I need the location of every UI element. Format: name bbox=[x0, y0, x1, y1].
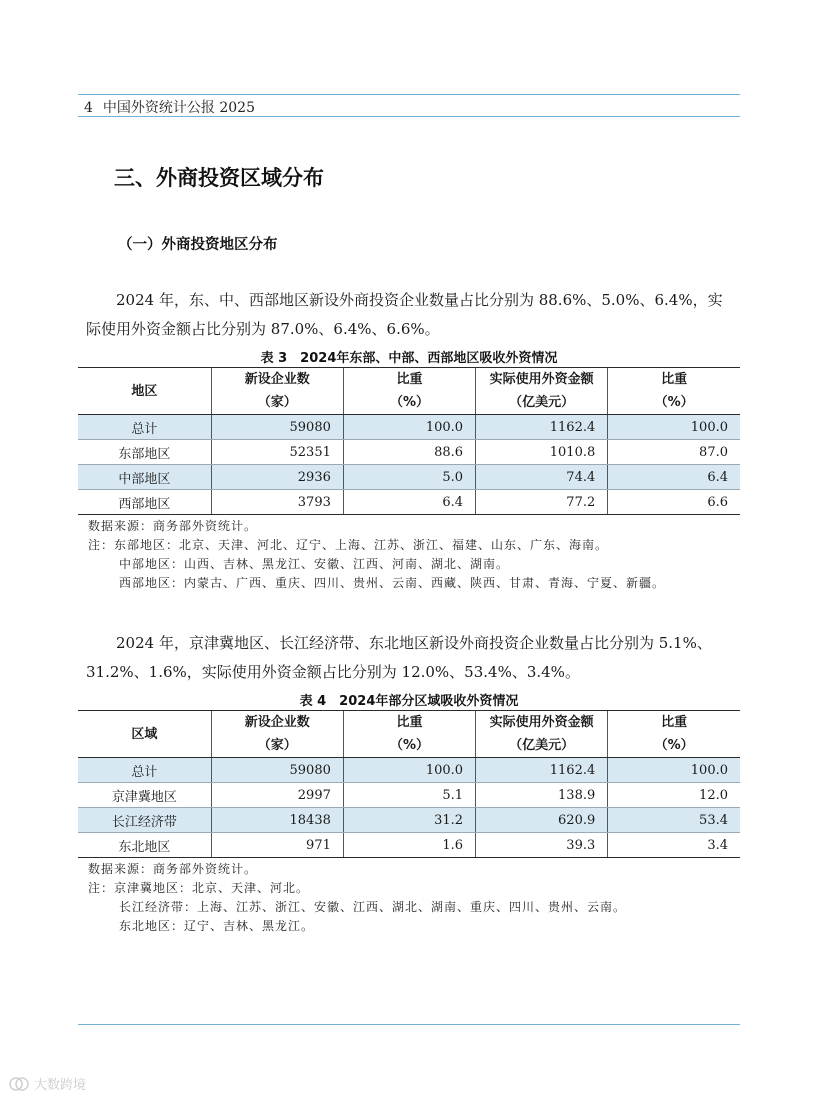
cell-region: 中部地区 bbox=[78, 465, 211, 490]
cell-amount: 77.2 bbox=[476, 490, 608, 515]
cell-amount: 74.4 bbox=[476, 465, 608, 490]
cell-amount-pct: 87.0 bbox=[608, 440, 740, 465]
cell-firms: 2936 bbox=[211, 465, 343, 490]
cell-firms-pct: 100.0 bbox=[343, 758, 475, 783]
cell-firms-pct: 31.2 bbox=[343, 808, 475, 833]
table-row bbox=[78, 808, 740, 833]
cell-region: 西部地区 bbox=[78, 490, 211, 515]
cell-amount-pct: 100.0 bbox=[608, 758, 740, 783]
cell-amount-pct: 12.0 bbox=[608, 783, 740, 808]
cell-firms: 59080 bbox=[211, 758, 343, 783]
table3-header-firms: 新设企业数 （家） bbox=[211, 368, 343, 415]
cell-region: 京津冀地区 bbox=[78, 783, 211, 808]
cell-firms: 2997 bbox=[211, 783, 343, 808]
section-title: 三、外商投资区域分布 bbox=[114, 166, 324, 190]
cell-region: 长江经济带 bbox=[78, 808, 211, 833]
header-rule-bottom bbox=[78, 116, 740, 117]
table3-header-firms-pct: 比重 （%） bbox=[343, 368, 475, 415]
cell-amount: 1162.4 bbox=[476, 758, 608, 783]
table3-header-region: 地区 bbox=[78, 368, 211, 415]
table-row bbox=[78, 783, 740, 808]
table4 bbox=[78, 710, 740, 858]
cell-amount: 138.9 bbox=[476, 783, 608, 808]
table3-note-east: 注：东部地区：北京、天津、河北、辽宁、上海、江苏、浙江、福建、山东、广东、海南。 bbox=[88, 538, 609, 552]
table4-caption: 表 4 2024年部分区域吸收外资情况 bbox=[299, 694, 519, 709]
table3 bbox=[78, 367, 740, 515]
cell-amount-pct: 53.4 bbox=[608, 808, 740, 833]
cell-amount: 1162.4 bbox=[476, 415, 608, 440]
watermark-text: 大数跨境 bbox=[34, 1078, 87, 1093]
cell-firms: 59080 bbox=[211, 415, 343, 440]
cell-amount: 1010.8 bbox=[476, 440, 608, 465]
table4-header-amount-pct: 比重 （%） bbox=[608, 711, 740, 758]
cell-firms-pct: 88.6 bbox=[343, 440, 475, 465]
footer-rule bbox=[78, 1024, 740, 1025]
table4-header-firms-pct: 比重 （%） bbox=[343, 711, 475, 758]
cell-firms-pct: 100.0 bbox=[343, 415, 475, 440]
subsection-title: （一）外商投资地区分布 bbox=[118, 237, 278, 253]
cell-firms-pct: 5.0 bbox=[343, 465, 475, 490]
table3-caption: 表 3 2024年东部、中部、西部地区吸收外资情况 bbox=[260, 351, 558, 366]
watermark-logo-icon bbox=[8, 1076, 30, 1092]
table4-header-amount: 实际使用外资金额 （亿美元） bbox=[476, 711, 608, 758]
running-header bbox=[84, 97, 255, 117]
table3-header-amount: 实际使用外资金额 （亿美元） bbox=[476, 368, 608, 415]
cell-region: 总计 bbox=[78, 415, 211, 440]
cell-firms: 971 bbox=[211, 833, 343, 858]
table-row bbox=[78, 440, 740, 465]
table4-note-northeast: 东北地区：辽宁、吉林、黑龙江。 bbox=[119, 919, 315, 933]
table-row bbox=[78, 490, 740, 515]
table-row bbox=[78, 833, 740, 858]
table-row bbox=[78, 758, 740, 783]
table3-note-central: 中部地区：山西、吉林、黑龙江、安徽、江西、河南、湖北、湖南。 bbox=[119, 557, 510, 571]
cell-amount-pct: 3.4 bbox=[608, 833, 740, 858]
table3-source: 数据来源：商务部外资统计。 bbox=[88, 519, 258, 533]
table4-note-jjj: 注：京津冀地区：北京、天津、河北。 bbox=[88, 881, 310, 895]
cell-region: 东部地区 bbox=[78, 440, 211, 465]
cell-firms-pct: 6.4 bbox=[343, 490, 475, 515]
table4-source: 数据来源：商务部外资统计。 bbox=[88, 862, 258, 876]
table3-header-row bbox=[78, 368, 740, 415]
cell-firms-pct: 5.1 bbox=[343, 783, 475, 808]
table4-header-row bbox=[78, 711, 740, 758]
cell-firms: 52351 bbox=[211, 440, 343, 465]
cell-amount-pct: 100.0 bbox=[608, 415, 740, 440]
cell-region: 总计 bbox=[78, 758, 211, 783]
watermark bbox=[8, 1074, 86, 1093]
cell-amount: 39.3 bbox=[476, 833, 608, 858]
cell-amount-pct: 6.4 bbox=[608, 465, 740, 490]
paragraph-key-regions: 2024 年，京津冀地区、长江经济带、东北地区新设外商投资企业数量占比分别为 5.1%、31.2%、1.6%，实际使用外资金额占比分别为 12.0%、53.4%、3.4%。 bbox=[86, 634, 712, 681]
paragraph-east-central-west: 2024 年，东、中、西部地区新设外商投资企业数量占比分别为 88.6%、5.0%、6.4%，实际使用外资金额占比分别为 87.0%、6.4%、6.6%。 bbox=[86, 291, 723, 338]
table4-notes bbox=[88, 860, 626, 936]
publication-title: 中国外资统计公报 2025 bbox=[102, 100, 256, 116]
page-number: 4 bbox=[84, 100, 93, 116]
table-row bbox=[78, 415, 740, 440]
cell-firms-pct: 1.6 bbox=[343, 833, 475, 858]
table-row bbox=[78, 465, 740, 490]
table3-note-west: 西部地区：内蒙古、广西、重庆、四川、贵州、云南、西藏、陕西、甘肃、青海、宁夏、新疆。 bbox=[119, 576, 666, 590]
cell-firms: 18438 bbox=[211, 808, 343, 833]
table3-header-amount-pct: 比重 （%） bbox=[608, 368, 740, 415]
header-rule-top bbox=[78, 94, 740, 95]
table4-header-region: 区域 bbox=[78, 711, 211, 758]
cell-firms: 3793 bbox=[211, 490, 343, 515]
cell-region: 东北地区 bbox=[78, 833, 211, 858]
table3-notes bbox=[88, 517, 665, 593]
cell-amount: 620.9 bbox=[476, 808, 608, 833]
table4-header-firms: 新设企业数 （家） bbox=[211, 711, 343, 758]
table4-note-yangtze: 长江经济带：上海、江苏、浙江、安徽、江西、湖北、湖南、重庆、四川、贵州、云南。 bbox=[119, 900, 627, 914]
cell-amount-pct: 6.6 bbox=[608, 490, 740, 515]
